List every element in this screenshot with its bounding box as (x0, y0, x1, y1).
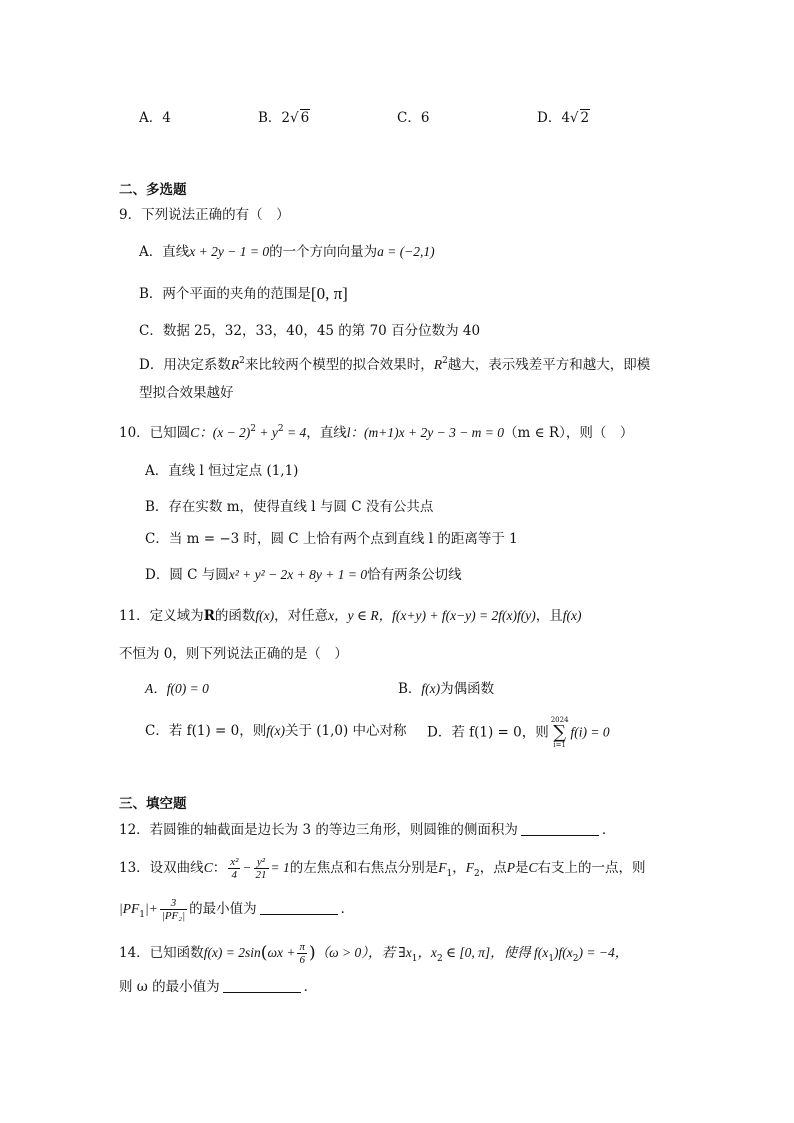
q12 (119, 821, 615, 839)
q10-line-pre: ，直线 (306, 425, 347, 441)
q9-a-pre: A．直线 (139, 244, 190, 260)
q14-line2 (119, 978, 317, 996)
sqrt-symbol: √ 2 (569, 110, 590, 126)
q14-inner: ωx + (267, 945, 296, 960)
q9-option-d-line2: 型拟合效果越好 (139, 385, 234, 401)
q11-pre: 11．定义域为 (119, 608, 204, 624)
fraction-y2-21 (254, 856, 269, 881)
q13-mid2: ，点 (479, 860, 507, 876)
q11-R: R (203, 608, 215, 624)
q14-cond: （ω > 0），若 ∃x (315, 945, 412, 960)
q13-c2: C (528, 860, 538, 875)
q9-d-mid: 来比较两个模型的拟合效果时， (244, 357, 434, 373)
frac2-num: y² (254, 856, 269, 869)
option-c-text: C．6 (397, 110, 430, 126)
q9-option-d: D．用决定系数$R^2$来比较两个模型的拟合效果时，$R^2$越大，表示残差平方和越大，即模 (139, 356, 651, 373)
q13-abs1: |PF (119, 901, 140, 916)
q11-option-c (145, 722, 407, 740)
q13-line2: $|PF_1|+$ $\frac{3}{\text{|PF₂|}}$ 的最小值为 ． (119, 897, 355, 922)
sum-upper: 2024 (550, 716, 569, 724)
summation-symbol: 2024 ∑ i=1 (550, 716, 569, 749)
q10-line-name: l (346, 425, 351, 440)
q13-line1: 13．设双曲线C： $\frac{\text{x²}}{4}$ − $\frac{\text{y²}}{21}$ = 1的左焦点和右焦点分别是$F_1$，$F_2$，点P是C右支上的一点，则 (119, 856, 646, 881)
q13-post2: 右支上的一点，则 (537, 860, 646, 876)
q10-d-equation: x² + y² − 2x + 8y + 1 = 0 (228, 567, 368, 582)
q13-plus: + (148, 901, 158, 916)
q11-a-text: A．f(0) = 0 (145, 681, 209, 696)
q13-F2: F (465, 860, 474, 875)
q11-stem-line2: 不恒为 0，则下列说法正确的是（ ） (119, 646, 348, 662)
option-b-coef: 2 (281, 110, 291, 126)
q14-line2-text: 则 ω 的最小值为 (119, 979, 220, 995)
q11-b-pre: B． (398, 681, 422, 697)
q10-option-d (145, 566, 462, 584)
frac-pi-num: π (299, 941, 305, 953)
q13-mid: 的左焦点和右焦点分别是 (289, 860, 439, 876)
option-d-radicand: 2 (580, 110, 590, 126)
q14-func: f(x) = 2sin (203, 945, 261, 960)
q9-a-mid: 的一个方向向量为 (269, 244, 378, 260)
q10-d-post: 恰有两条公切线 (367, 567, 462, 583)
q10-condition: （m ∈ R），则（ ） (504, 425, 634, 441)
q12-end: ． (601, 822, 616, 838)
q11-fx: f(x) (255, 608, 275, 623)
frac3-num: 3 (160, 897, 187, 910)
q10-stem: 10．已知圆C：$(x - 2)^2 + y^2 = 4$，直线l：(m+1)x + 2y − 3 − m = 0（m ∈ R），则（ ） (119, 424, 634, 441)
q11-mid: 的函数 (214, 608, 256, 624)
q9-option-b (139, 285, 348, 303)
q10-d-pre: D．圆 C 与圆 (145, 567, 229, 583)
q13-eq: = 1 (270, 860, 290, 875)
q14-end: ． (303, 979, 318, 995)
q9-stem: 9．下列说法正确的有（ ） (119, 207, 290, 223)
q9-option-a (139, 243, 435, 261)
q13-colon: ： (212, 860, 227, 876)
q11-c-fx: f(x) (266, 723, 285, 738)
option-a-text: A．4 (139, 110, 171, 126)
q11-d-post: f(i) = 0 (570, 724, 610, 740)
q10-circle-eq3: = 4 (283, 425, 307, 440)
q9-b-text: B．两个平面的夹角的范围是 (139, 286, 311, 302)
q9-d-r2b: R (433, 357, 443, 372)
q11-stem-line1 (119, 607, 581, 625)
sqrt-symbol: √ 6 (290, 110, 310, 126)
q14-pre: 14．已知函数 (119, 945, 204, 961)
fraction-pi-6 (297, 941, 307, 966)
q10-circle-eq: ：(x − 2) (199, 425, 251, 440)
q11-c-pre: C．若 f(1) = 0，则 (145, 723, 267, 739)
q9-d-r2: R (230, 357, 240, 372)
option-b-radicand: 6 (300, 110, 310, 126)
q10-circle-name: C (190, 425, 200, 440)
q11-b-fx: f(x) (421, 681, 441, 696)
option-b-label: B． (258, 110, 282, 126)
frac1-den: 4 (231, 869, 238, 881)
q9-d-post: 越大，表示残差平方和越大，即模 (447, 357, 651, 373)
q13-post: 是 (514, 860, 529, 876)
fraction-3-pf2 (160, 897, 187, 922)
q14-comma: ，x (417, 945, 437, 960)
q10-option-b: B．存在实数 m，使得直线 l 与圆 C 没有公共点 (145, 499, 434, 515)
q11-mid2: ，对任意 (274, 608, 329, 624)
q13-minus: − (242, 860, 252, 875)
answer-blank[interactable] (521, 822, 599, 836)
prev-option-a (139, 109, 171, 127)
q9-d-pre: D．用决定系数 (139, 357, 231, 373)
q10-circle-eq2: + y (256, 425, 278, 440)
q13-P: P (506, 860, 515, 875)
q9-option-c: C．数据 25，32，33，40，45 的第 70 百分位数为 40 (139, 323, 481, 339)
section-title-multi: 二、多选题 (119, 182, 187, 198)
frac3-den: |PF₂| (161, 910, 186, 922)
prev-option-c (397, 109, 429, 127)
q10-line-eq: ：(m+1)x + 2y − 3 − m = 0 (350, 425, 505, 440)
q9-b-range: [0, π] (310, 284, 348, 303)
option-d-coef: 4 (561, 110, 570, 126)
q14-range: ∈ [0, π]，使得 f(x (442, 945, 549, 960)
q13-pre: 13．设双曲线 (119, 860, 204, 876)
prev-option-b (258, 109, 310, 127)
q13-abs1-end: | (144, 901, 149, 916)
prev-option-d (537, 109, 590, 127)
q11-option-d (427, 716, 610, 750)
q11-fx2: f(x) (562, 608, 582, 623)
answer-blank[interactable] (223, 979, 301, 993)
q13-end: ． (340, 901, 355, 917)
fraction-x2-4 (228, 856, 240, 881)
q10-stem-pre: 10．已知圆 (119, 425, 191, 441)
frac1-num: x² (230, 856, 239, 868)
q11-c-post: 关于 (1,0) 中心对称 (284, 723, 407, 739)
q10-option-a: A．直线 l 恒过定点 (1,1) (145, 463, 299, 479)
q11-end: ，且 (535, 608, 563, 624)
q12-text: 12．若圆锥的轴截面是边长为 3 的等边三角形，则圆锥的侧面积为 (119, 822, 518, 838)
q9-a-equation: x + 2y − 1 = 0 (189, 244, 270, 259)
q11-option-b (398, 680, 494, 698)
q9-a-vector: a (377, 244, 384, 259)
frac-pi-den: 6 (299, 954, 305, 966)
q10-option-c: C．当 m = −3 时，圆 C 上恰有两个点到直线 l 的距离等于 1 (145, 531, 518, 547)
q14-eq: ) = −4， (578, 945, 629, 960)
section-title-fill: 三、填空题 (119, 796, 187, 812)
answer-blank[interactable] (260, 901, 338, 915)
q13-line2-end: 的最小值为 (189, 901, 257, 917)
q11-xy: x，y ∈ R (328, 608, 379, 623)
sum-lower: i=1 (553, 741, 566, 749)
option-d-label: D． (537, 110, 562, 126)
q14-line1: 14．已知函数f(x) = 2sin(ωx + $\frac{\pi}{6}$ )（ω > 0），若 $\exists x_1$，$x_2$ ∈ [0, π]，使得 $f(x_1)f(x_2) = -4$， (119, 941, 629, 966)
q11-d-pre: D．若 f(1) = 0，则 (427, 724, 549, 741)
q11-b-post: 为偶函数 (440, 681, 495, 697)
q11-option-a (145, 680, 209, 698)
q13-c: C (203, 860, 213, 875)
q14-mid: )f(x (554, 945, 573, 960)
q13-F1: F (438, 860, 447, 875)
q9-a-value: = (−2,1) (383, 244, 435, 259)
q11-equation: ，f(x+y) + f(x−y) = 2f(x)f(y) (378, 608, 536, 623)
frac2-den: 21 (255, 869, 267, 881)
